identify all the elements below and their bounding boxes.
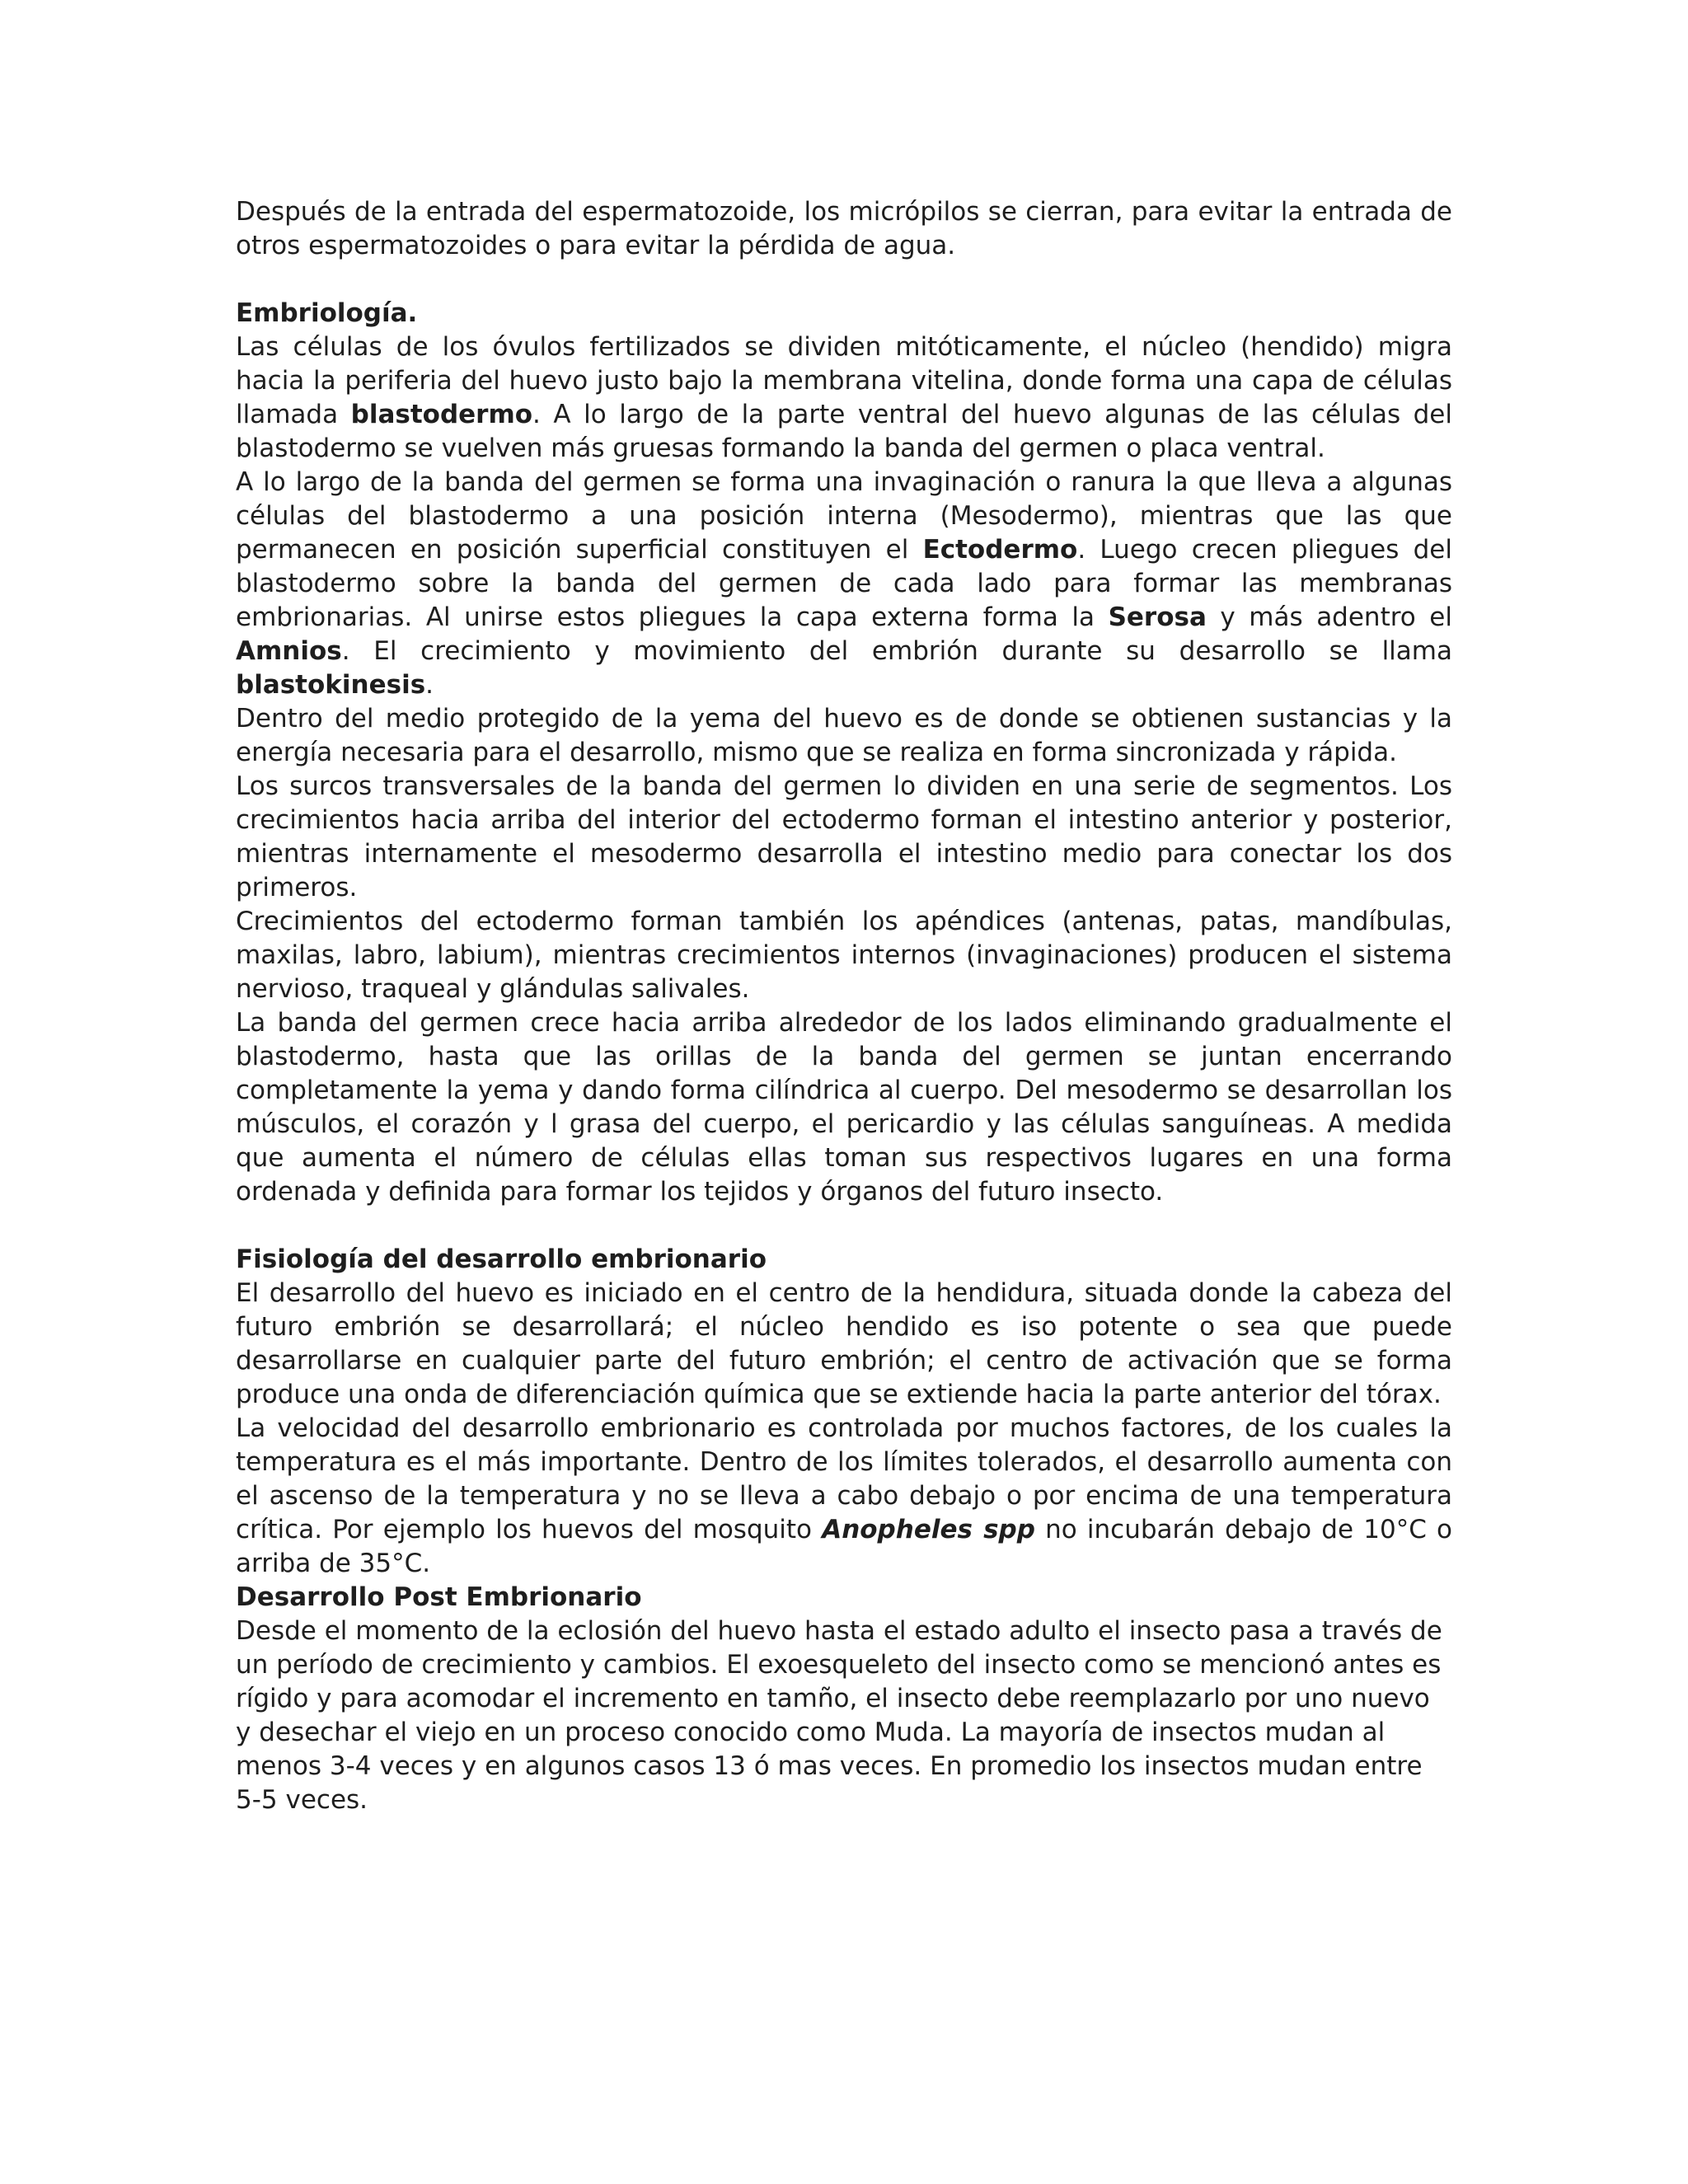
embriologia-heading: Embriología. [236, 298, 418, 328]
term-blastokinesis: blastokinesis [236, 670, 426, 700]
paragraph-gap [236, 263, 1452, 297]
fisiologia-paragraph-2 [236, 1412, 1452, 1581]
term-amnios: Amnios [236, 636, 342, 666]
term-blastodermo: blastodermo [350, 400, 533, 429]
embriologia-paragraph-1 [236, 330, 1452, 466]
embriologia-paragraph-5: Crecimientos del ectodermo forman también los apéndices (antenas, patas, mandíbulas, maxilas, labro, labium), mientras crecimientos internos (invaginaciones) producen el sistema nervioso, traqueal y glándulas salivales. [236, 907, 1452, 1004]
fisiologia-heading: Fisiología del desarrollo embrionario [236, 1244, 767, 1274]
text-run: . El crecimiento y movimiento del embrión durante su desarrollo se llama [341, 636, 1452, 666]
text-run: no incubarán debajo de 10°C o arriba de 35°C. [236, 1515, 1452, 1578]
text-run: La velocidad del desarrollo embrionario es controlada por muchos factores, de los cuales la temperatura es el más importante. Dentro de los límites tolerados, el desarrollo aumenta con el ascenso de la temperatura y no se lleva a cabo debajo o por encima de una temperatura crítica. Por ejemplo los huevos del mosquito [236, 1413, 1452, 1544]
text-run: y más adentro el [1206, 602, 1452, 632]
species-name: Anopheles spp [822, 1515, 1035, 1544]
text-run: . [425, 670, 434, 700]
embriologia-paragraph-2 [236, 466, 1452, 702]
text-run: . Luego crecen pliegues del blastodermo sobre la banda del germen de cada lado para formar las membranas embrionarias. Al unirse estos pliegues la capa externa forma la [236, 535, 1452, 632]
embriologia-paragraph-6: La banda del germen crece hacia arriba alrededor de los lados eliminando gradualmente el blastodermo, hasta que las orillas de la banda del germen se juntan encerrando completamente la yema y dando forma cilíndrica al cuerpo. Del mesodermo se desarrollan los músculos, el corazón y l grasa del cuerpo, el pericardio y las células sanguíneas. A medida que aumenta el número de células ellas toman sus respectivos lugares en una forma ordenada y definida para formar los tejidos y órganos del futuro insecto. [236, 1008, 1452, 1207]
post-embrionario-paragraph: Desde el momento de la eclosión del huevo hasta el estado adulto el insecto pasa a través de un período de crecimiento y cambios. El exoesqueleto del insecto como se mencionó antes es rígido y para acomodar el incremento en tamño, el insecto debe reemplazarlo por uno nuevo y desechar el viejo en un proceso conocido como Muda. La mayoría de insectos mudan al menos 3-4 veces y en algunos casos 13 ó mas veces. En promedio los insectos mudan entre 5-5 veces. [236, 1616, 1442, 1815]
text-run: A lo largo de la banda del germen se forma una invaginación o ranura la que lleva a algunas células del blastodermo a una posición interna (Mesodermo), mientras que las que permanecen en posición superficial constituyen el [236, 467, 1452, 565]
text-run: Las células de los óvulos fertilizados se dividen mitóticamente, el núcleo (hendido) migra hacia la periferia del huevo justo bajo la membrana vitelina, donde forma una capa de células llamada [236, 332, 1452, 429]
paragraph-gap [236, 1209, 1452, 1243]
post-embrionario-heading: Desarrollo Post Embrionario [236, 1582, 642, 1612]
fisiologia-paragraph-1: El desarrollo del huevo es iniciado en el centro de la hendidura, situada donde la cabeza del futuro embrión se desarrollará; el núcleo hendido es iso potente o sea que puede desarrollarse en cualquier parte del futuro embrión; el centro de activación que se forma produce una onda de diferenciación química que se extiende hacia la parte anterior del tórax. [236, 1278, 1452, 1409]
intro-paragraph: Después de la entrada del espermatozoide, los micrópilos se cierran, para evitar la entrada de otros espermatozoides o para evitar la pérdida de agua. [236, 197, 1452, 260]
embriologia-paragraph-3: Dentro del medio protegido de la yema del huevo es de donde se obtienen sustancias y la energía necesaria para el desarrollo, mismo que se realiza en forma sincronizada y rápida. [236, 704, 1452, 767]
document-body [236, 195, 1452, 1817]
term-serosa: Serosa [1108, 602, 1207, 632]
text-run: . A lo largo de la parte ventral del huevo algunas de las células del blastodermo se vuelven más gruesas formando la banda del germen o placa ventral. [236, 400, 1452, 463]
term-ectodermo: Ectodermo [922, 535, 1078, 565]
embriologia-paragraph-4: Los surcos transversales de la banda del germen lo dividen en una serie de segmentos. Los crecimientos hacia arriba del interior del ectodermo forman el intestino anterior y posterior, mientras internamente el mesodermo desarrolla el intestino medio para conectar los dos primeros. [236, 771, 1452, 902]
